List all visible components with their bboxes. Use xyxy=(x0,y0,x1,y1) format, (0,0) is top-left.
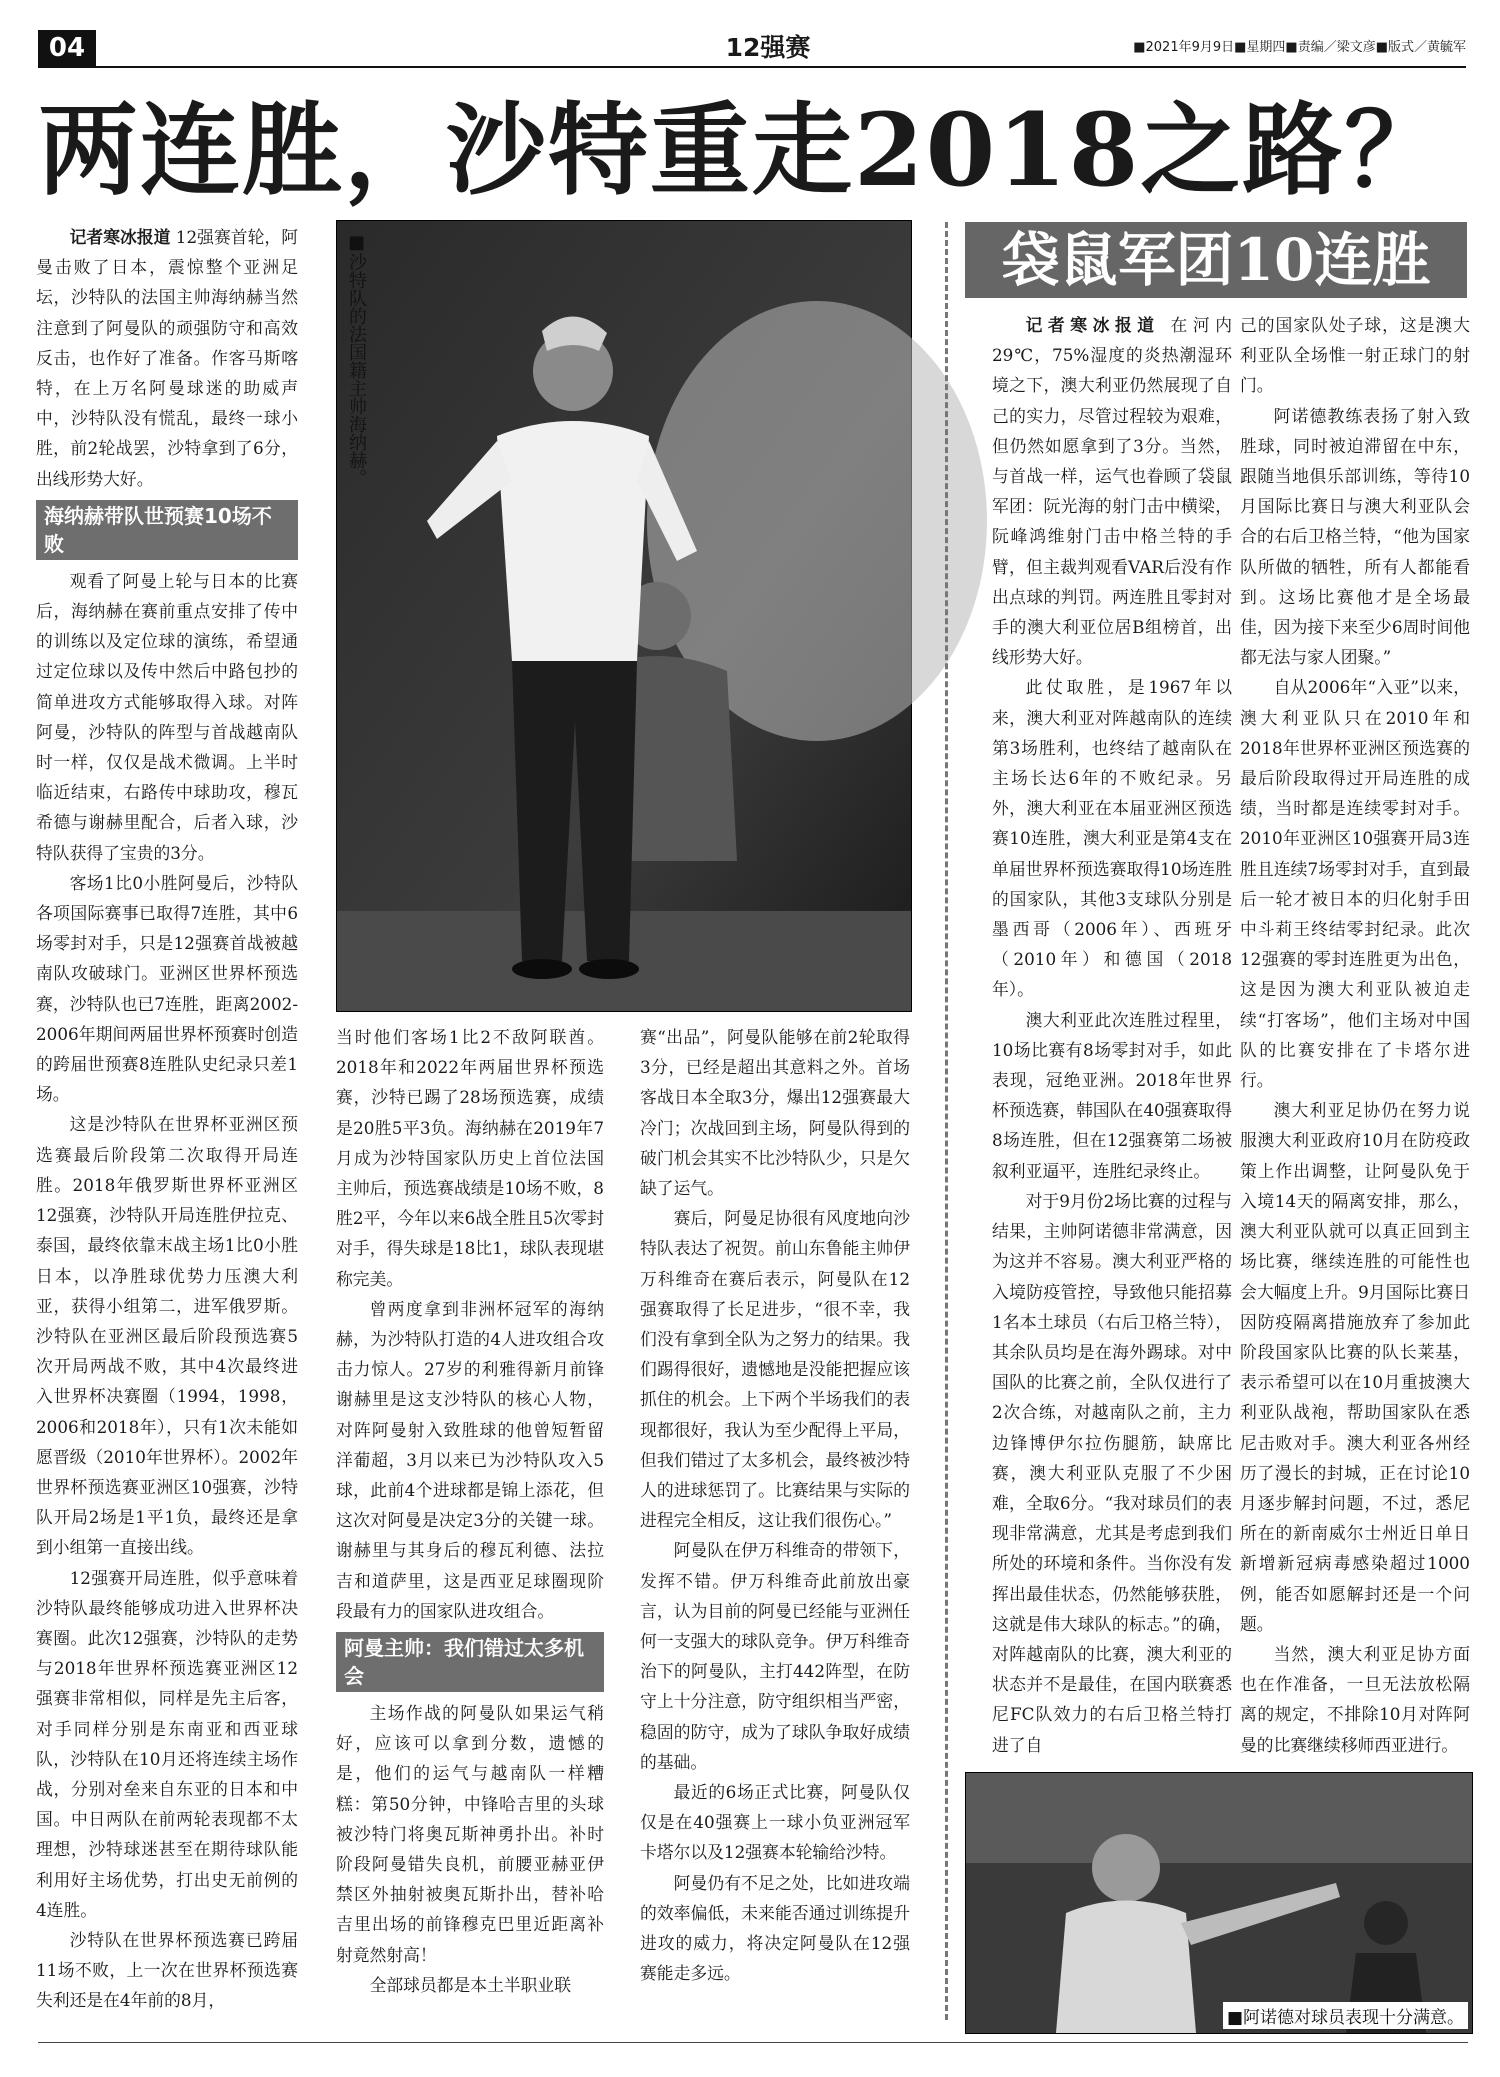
subheading: 海纳赫带队世预赛10场不败 xyxy=(36,500,298,560)
byline: 记者寒冰报道 xyxy=(1025,315,1160,335)
paragraph xyxy=(992,310,1232,672)
column-divider xyxy=(945,222,948,2020)
page-number: 04 xyxy=(38,30,96,66)
paragraph: 阿曼队在伊万科维奇的带领下，发挥不错。伊万科维奇此前放出豪言，认为目前的阿曼已经能与亚洲任何一支强大的球队竞争。伊万科维奇治下的阿曼队，主打442阵型，在防守上十分注意，防守组织相当严密，稳固的防守，成为了球队争取好成绩的基础。 xyxy=(640,1540,910,1772)
paragraph: 12强赛开局连胜，似乎意味着沙特队最终能够成功进入世界杯决赛圈。此次12强赛，沙特队的走势与2018年世界杯预选赛亚洲区12强赛非常相似，同样是先主后客，对手同样分别是东南亚和西亚球队，沙特队在10月还将连续主场作战，分别对垒来自东亚的日本和中国。中日两队在前两轮表现都不太理想，沙特球迷甚至在期待球队能利用好主场优势，打出史无前例的4连胜。 xyxy=(36,1567,298,1920)
paragraph xyxy=(36,222,298,494)
paragraph: 阿曼仍有不足之处，比如进攻端的效率偏低，未来能否通过训练提升进攻的威力，将决定阿曼队在12强赛能走多远。 xyxy=(640,1872,910,1984)
paragraph: 自从2006年“入亚”以来，澳大利亚队只在2010年和2018年世界杯亚洲区预选赛的最后阶段取得过开局连胜的成绩，当时都是连续零封对手。2010年亚洲区10强赛开局3连胜且连续7场零封对手，直到最后一轮才被日本的归化射手田中斗莉王终结零封纪录。此次12强赛的零封连胜更为出色，这是因为澳大利亚队被迫走续“打客场”，他们主场对中国队的比赛安排在了卡塔尔进行。 xyxy=(1240,677,1470,1091)
section-title: 12强赛 xyxy=(725,33,811,62)
main-article-col3 xyxy=(640,1022,910,2032)
paragraph: 观看了阿曼上轮与日本的比赛后，海纳赫在赛前重点安排了传中的训练以及定位球的演练，希望通过定位球以及传中然后中路包抄的简单进攻方式能够取得入球。对阵阿曼，沙特队的阵型与首战越南队时一样，仅仅是战术微调。上半时临近结束，右路传中球助攻，穆瓦希德与谢赫里配合，后者入球，沙特队获得了宝贵的3分。 xyxy=(36,570,298,863)
paragraph: 当然，澳大利亚足协方面也在作准备，一旦无法放松隔离的规定，不排除10月对阵阿曼的比赛继续移师西亚进行。 xyxy=(1240,1643,1470,1755)
side-headline-box xyxy=(965,222,1467,298)
side-headline: 袋鼠军团10连胜 xyxy=(1001,226,1431,294)
subheading: 阿曼主帅：我们错过太多机会 xyxy=(336,1632,604,1692)
arnold-photo-image xyxy=(966,1773,1472,2033)
paragraph: 曾两度拿到非洲杯冠军的海纳赫，为沙特队打造的4人进攻组合攻击力惊人。27岁的利雅得新月前锋谢赫里是这支沙特队的核心人物，对阵阿曼射入致胜球的他曾短暂留洋葡超，3月以来已为沙特队攻入5球，此前4个进球都是锦上添花，但这次对阿曼是决定3分的关键一球。谢赫里与其身后的穆瓦利德、法拉吉和道萨里，这是西亚足球圈现阶段最有力的国家队进攻组合。 xyxy=(336,1298,604,1621)
footer-rule xyxy=(38,2042,1468,2043)
main-headline: 两连胜，沙特重走2018之路？ xyxy=(38,91,1447,209)
side-article-col2 xyxy=(1240,310,1470,1755)
paragraph: 当时他们客场1比2不敌阿联酋。2018年和2022年两届世界杯预选赛，沙特已踢了28场预选赛，成绩是20胜5平3负。海纳赫在2019年7月成为沙特国家队历史上首位法国主帅后，预选赛战绩是10场不败，8胜2平，今年以来6战全胜且5次零封对手，得失球是18比1，球队表现堪称完美。 xyxy=(336,1027,604,1289)
paragraph: 沙特队在世界杯预选赛已跨届11场不败，上一次在世界杯预选赛失利还是在4年前的8月， xyxy=(36,1929,298,2011)
byline: 记者寒冰报道 xyxy=(69,227,171,247)
main-photo-caption: ■沙特队的法国籍主帅海纳赫。 xyxy=(346,232,367,487)
main-photo xyxy=(336,220,912,1012)
issue-meta: ■2021年9月9日■星期四■责编／梁文彦■版式／黄毓军 xyxy=(1133,40,1466,55)
paragraph-text: 12强赛首轮，阿曼击败了日本，震惊整个亚洲足坛，沙特队的法国主帅海纳赫当然注意到了阿曼队的顽强防守和高效反击，也作好了准备。作客马斯喀特，在上万名阿曼球迷的助威声中，沙特队没有慌乱，最终一球小胜，前2轮战罢，沙特拿到了6分，出线形势大好。 xyxy=(36,227,298,489)
paragraph: 阿诺德教练表扬了射入致胜球，同时被迫滞留在中东，跟随当地俱乐部训练，等待10月国际比赛日与澳大利亚队会合的右后卫格兰特，“他为国家队所做的牺牲，所有人都能看到。这场比赛他才是全场最佳，因为接下来至少6周时间他都无法与家人团聚。” xyxy=(1240,405,1470,668)
paragraph: 对于9月份2场比赛的过程与结果，主帅阿诺德非常满意，因为这并不容易。澳大利亚严格的入境防疫管控，导致他只能招募1名本土球员（右后卫格兰特），其余队员均是在海外踢球。对中国队的比赛之前，全队仅进行了2次合练，对越南队之前，主力边锋博伊尔拉伤腿筋，缺席比赛，澳大利亚队克服了不少困难，全取6分。“我对球员们的表现非常满意，尤其是考虑到我们所处的环境和条件。当你没有发挥出最佳状态，仍然能够获胜，这就是伟大球队的标志。”的确，对阵越南队的比赛，澳大利亚的状态并不是最佳，在国内联赛悉尼FC队效力的右后卫格兰特打进了自 xyxy=(992,1190,1232,1755)
side-article-col1 xyxy=(992,310,1232,1760)
paragraph-text: 在河内29℃，75%湿度的炎热潮湿环境之下，澳大利亚仍然展现了自己的实力，尽管过程较为艰难，但仍然如愿拿到了3分。当然，与首战一样，运气也眷顾了袋鼠军团：阮光海的射门击中横梁，阮峰鸿维射门击中格兰特的手臂，但主裁判观看VAR后没有作出点球的判罚。两连胜且零封对手的澳大利亚位居B组榜首，出线形势大好。 xyxy=(992,315,1232,668)
side-photo xyxy=(965,1772,1473,2034)
coach-photo-image xyxy=(337,221,911,1011)
paragraph: 赛“出品”，阿曼队能够在前2轮取得3分，已经是超出其意料之外。首场客战日本全取3分，爆出12强赛最大冷门；次战回到主场，阿曼队得到的破门机会其实不比沙特队少，只是欠缺了运气。 xyxy=(640,1027,910,1199)
paragraph: 这是沙特队在世界杯亚洲区预选赛最后阶段第二次取得开局连胜。2018年俄罗斯世界杯亚洲区12强赛，沙特队开局连胜伊拉克、泰国，最终依靠末战主场1比0小胜日本，以净胜球优势力压澳大利亚，获得小组第二，进军俄罗斯。沙特队在亚洲区最后阶段预选赛5次开局两战不败，其中4次最终进入世界杯决赛圈（1994，1998，2006和2018年），只有1次未能如愿晋级（2010年世界杯）。2002年世界杯预选赛亚洲区10强赛，沙特队开局2场是1平1负，最终还是拿到小组第一直接出线。 xyxy=(36,1114,298,1558)
paragraph: 最近的6场正式比赛，阿曼队仅仅是在40强赛上一球小负亚洲冠军卡塔尔以及12强赛本轮输给沙特。 xyxy=(640,1782,910,1863)
paragraph: 赛后，阿曼足协很有风度地向沙特队表达了祝贺。前山东鲁能主帅伊万科维奇在赛后表示，阿曼队在12强赛取得了长足进步，“很不幸，我们没有拿到全队为之努力的结果。我们踢得很好，遗憾地是没能把握应该抓住的机会。上下两个半场我们的表现都很好，我认为至少配得上平局，但我们错过了太多机会，最终被沙特人的进球惩罚了。比赛结果与实际的进程完全相反，这让我们很伤心。” xyxy=(640,1208,910,1531)
paragraph: 主场作战的阿曼队如果运气稍好，应该可以拿到分数，遗憾的是，他们的运气与越南队一样糟糕：第50分钟，中锋哈吉里的头球被沙特门将奥瓦斯神勇扑出。补时阶段阿曼错失良机，前腰亚赫亚伊禁区外抽射被奥瓦斯扑出，替补哈吉里出场的前锋穆克巴里近距离补射竟然射高！ xyxy=(336,1703,604,1965)
paragraph: 澳大利亚足协仍在努力说服澳大利亚政府10月在防疫政策上作出调整，让阿曼队免于入境14天的隔离安排，那么，澳大利亚队就可以真正回到主场比赛，继续连胜的可能性也会大幅度上升。9月国际比赛日因防疫隔离措施放弃了参加此阶段国家队比赛的队长莱基，表示希望可以在10月重披澳大利亚队战袍，帮助国家队在悉尼击败对手。澳大利亚各州经历了漫长的封城，正在讨论10月逐步解封问题，不过，悉尼所在的新南威尔士州近日单日新增新冠病毒感染超过1000例，能否如愿解封还是一个问题。 xyxy=(1240,1100,1470,1634)
paragraph: 此仗取胜，是1967年以来，澳大利亚对阵越南队的连续第3场胜利，也终结了越南队在主场长达6年的不败纪录。另外，澳大利亚在本届亚洲区预选赛10连胜，澳大利亚是第4支在单届世界杯预选赛取得10场连胜的国家队，其他3支球队分别是墨西哥（2006年）、西班牙（2010年）和德国（2018年）。 xyxy=(992,677,1232,1000)
side-photo-caption: ■阿诺德对球员表现十分满意。 xyxy=(1223,2002,1468,2029)
paragraph: 己的国家队处子球，这是澳大利亚队全场惟一射正球门的射门。 xyxy=(1240,315,1470,396)
paragraph: 客场1比0小胜阿曼后，沙特队各项国际赛事已取得7连胜，其中6场零封对手，只是12强赛首战被越南队攻破球门。亚洲区世界杯预选赛，沙特队也已7连胜，距离2002-2006年期间两届世界杯预赛时创造的跨届世预赛8连胜队史纪录只差1场。 xyxy=(36,872,298,1105)
paragraph: 澳大利亚此次连胜过程里，10场比赛有8场零封对手，如此表现，冠绝亚洲。2018年世界杯预选赛，韩国队在40强赛取得8场连胜，但在12强赛第二场被叙利亚逼平，连胜纪录终止。 xyxy=(992,1009,1232,1181)
page-header xyxy=(38,30,1466,68)
main-article-col1 xyxy=(36,222,298,2022)
main-article-col2 xyxy=(336,1022,604,2032)
paragraph: 全部球员都是本土半职业联 xyxy=(369,1974,571,1995)
